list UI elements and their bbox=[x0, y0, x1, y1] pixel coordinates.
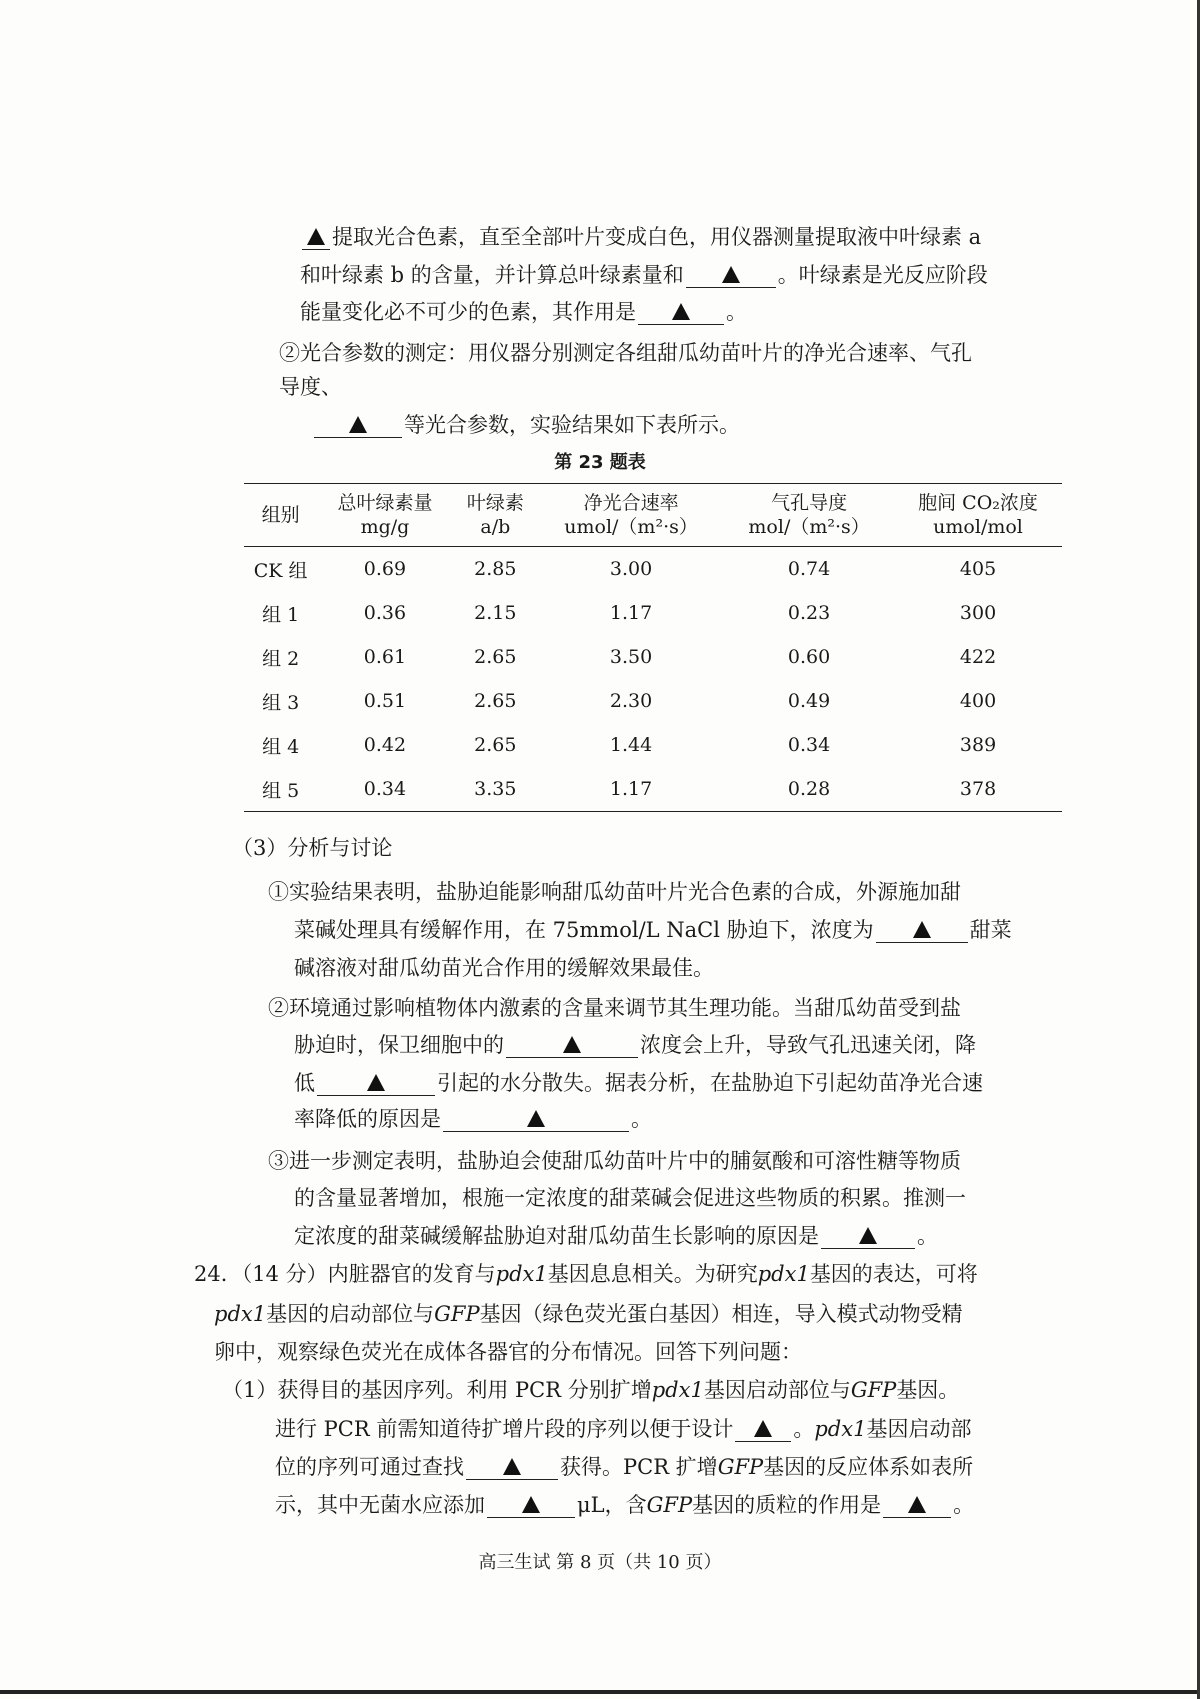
text-line: 定浓度的甜菜碱缓解盐胁迫对甜瓜幼苗生长影响的原因是 。 bbox=[294, 1224, 938, 1248]
table-row: 组 5 0.34 3.35 1.17 0.28 378 bbox=[244, 767, 1062, 812]
header-total-chlorophyll: 总叶绿素量 mg/g bbox=[337, 492, 433, 538]
answer-blank[interactable] bbox=[638, 300, 724, 325]
blank-triangle-icon bbox=[908, 1496, 926, 1513]
text-line: 能量变化必不可少的色素，其作用是 。 bbox=[300, 300, 747, 324]
section-title: （3）分析与讨论 bbox=[232, 836, 393, 860]
answer-blank[interactable] bbox=[506, 1033, 638, 1058]
text-line: 进行 PCR 前需知道待扩增片段的序列以便于设计 。pdx1基因启动部 bbox=[275, 1417, 972, 1441]
blank-triangle-icon bbox=[307, 228, 325, 245]
answer-blank[interactable] bbox=[317, 1071, 435, 1096]
blank-triangle-icon bbox=[367, 1074, 385, 1091]
text-line: 的含量显著增加，根施一定浓度的甜菜碱会促进这些物质的积累。推测一 bbox=[294, 1186, 966, 1210]
text-line: 菜碱处理具有缓解作用，在 75mmol/L NaCl 胁迫下，浓度为 甜菜 bbox=[294, 918, 1012, 942]
text-line: 导度、 bbox=[279, 375, 342, 399]
table-row: 组 1 0.36 2.15 1.17 0.23 300 bbox=[262, 602, 997, 626]
text-line: 胁迫时，保卫细胞中的 浓度会上升，导致气孔迅速关闭，降 bbox=[294, 1033, 976, 1057]
header-group: 组别 bbox=[261, 504, 300, 526]
blank-triangle-icon bbox=[527, 1110, 545, 1127]
text-line: 碱溶液对甜瓜幼苗光合作用的缓解效果最佳。 bbox=[294, 956, 714, 980]
answer-blank[interactable] bbox=[821, 1224, 915, 1249]
text-line: （1）获得目的基因序列。利用 PCR 分别扩增pdx1基因启动部位与GFP基因。 bbox=[222, 1378, 960, 1402]
answer-blank[interactable] bbox=[883, 1493, 951, 1518]
blank-triangle-icon bbox=[859, 1227, 877, 1244]
blank-triangle-icon bbox=[522, 1496, 540, 1513]
header-intercellular-co2: 胞间 CO₂浓度 umol/mol bbox=[918, 492, 1038, 538]
answer-blank[interactable] bbox=[443, 1107, 629, 1132]
text-line: ②光合参数的测定：用仪器分别测定各组甜瓜幼苗叶片的净光合速率、气孔 bbox=[279, 341, 972, 365]
text-line: 等光合参数，实验结果如下表所示。 bbox=[312, 410, 740, 440]
results-table bbox=[244, 483, 1062, 812]
header-chlorophyll-ratio: 叶绿素 a/b bbox=[466, 492, 524, 538]
text-line: 率降低的原因是 。 bbox=[294, 1107, 652, 1131]
table-caption: 第 23 题表 bbox=[554, 452, 646, 473]
text-line: pdx1基因的启动部位与GFP基因（绿色荧光蛋白基因）相连，导入模式动物受精 bbox=[214, 1302, 963, 1326]
table-header-row bbox=[244, 484, 1062, 547]
blank-triangle-icon bbox=[754, 1420, 772, 1437]
text-line: 低 引起的水分散失。据表分析，在盐胁迫下引起幼苗净光合速 bbox=[294, 1071, 983, 1095]
header-stomatal-conductance: 气孔导度 mol/（m²·s） bbox=[748, 492, 870, 538]
answer-blank[interactable] bbox=[686, 263, 776, 288]
text-line: 和叶绿素 b 的含量，并计算总叶绿素量和 。叶绿素是光反应阶段 bbox=[300, 263, 988, 287]
scan-border-bottom bbox=[0, 1690, 1200, 1694]
blank-triangle-icon bbox=[349, 416, 367, 433]
answer-blank[interactable] bbox=[302, 225, 330, 250]
blank-triangle-icon bbox=[672, 303, 690, 320]
text-line: ③进一步测定表明，盐胁迫会使甜瓜幼苗叶片中的脯氨酸和可溶性糖等物质 bbox=[268, 1149, 961, 1173]
answer-blank[interactable] bbox=[314, 413, 402, 438]
header-net-photosynthesis: 净光合速率 umol/（m²·s） bbox=[564, 492, 698, 538]
table-row: CK 组 0.69 2.85 3.00 0.74 405 bbox=[253, 558, 997, 582]
text-line: 提取光合色素，直至全部叶片变成白色，用仪器测量提取液中叶绿素 a bbox=[300, 222, 981, 252]
blank-triangle-icon bbox=[563, 1036, 581, 1053]
table-row: 组 3 0.51 2.65 2.30 0.49 400 bbox=[262, 690, 997, 714]
table-row: 组 2 0.61 2.65 3.50 0.60 422 bbox=[262, 646, 997, 670]
text-line: 位的序列可通过查找 获得。PCR 扩增GFP基因的反应体系如表所 bbox=[275, 1455, 974, 1479]
question-24-line: 24．（14 分）内脏器官的发育与pdx1基因息息相关。为研究pdx1基因的表达，可将 bbox=[194, 1262, 978, 1286]
answer-blank[interactable] bbox=[876, 918, 968, 943]
text-line: 示，其中无菌水应添加 μL，含GFP基因的质粒的作用是 。 bbox=[275, 1493, 975, 1517]
table-row: 组 4 0.42 2.65 1.44 0.34 389 bbox=[262, 734, 997, 758]
page-footer: 高三生试 第 8 页（共 10 页） bbox=[478, 1552, 722, 1573]
text-line: ②环境通过影响植物体内激素的含量来调节其生理功能。当甜瓜幼苗受到盐 bbox=[268, 996, 961, 1020]
answer-blank[interactable] bbox=[735, 1417, 791, 1442]
blank-triangle-icon bbox=[722, 266, 740, 283]
text-line: ①实验结果表明，盐胁迫能影响甜瓜幼苗叶片光合色素的合成，外源施加甜 bbox=[268, 880, 961, 904]
blank-triangle-icon bbox=[913, 921, 931, 938]
text-line: 卵中，观察绿色荧光在成体各器官的分布情况。回答下列问题： bbox=[214, 1340, 802, 1364]
answer-blank[interactable] bbox=[466, 1455, 558, 1480]
answer-blank[interactable] bbox=[487, 1493, 575, 1518]
blank-triangle-icon bbox=[503, 1458, 521, 1475]
